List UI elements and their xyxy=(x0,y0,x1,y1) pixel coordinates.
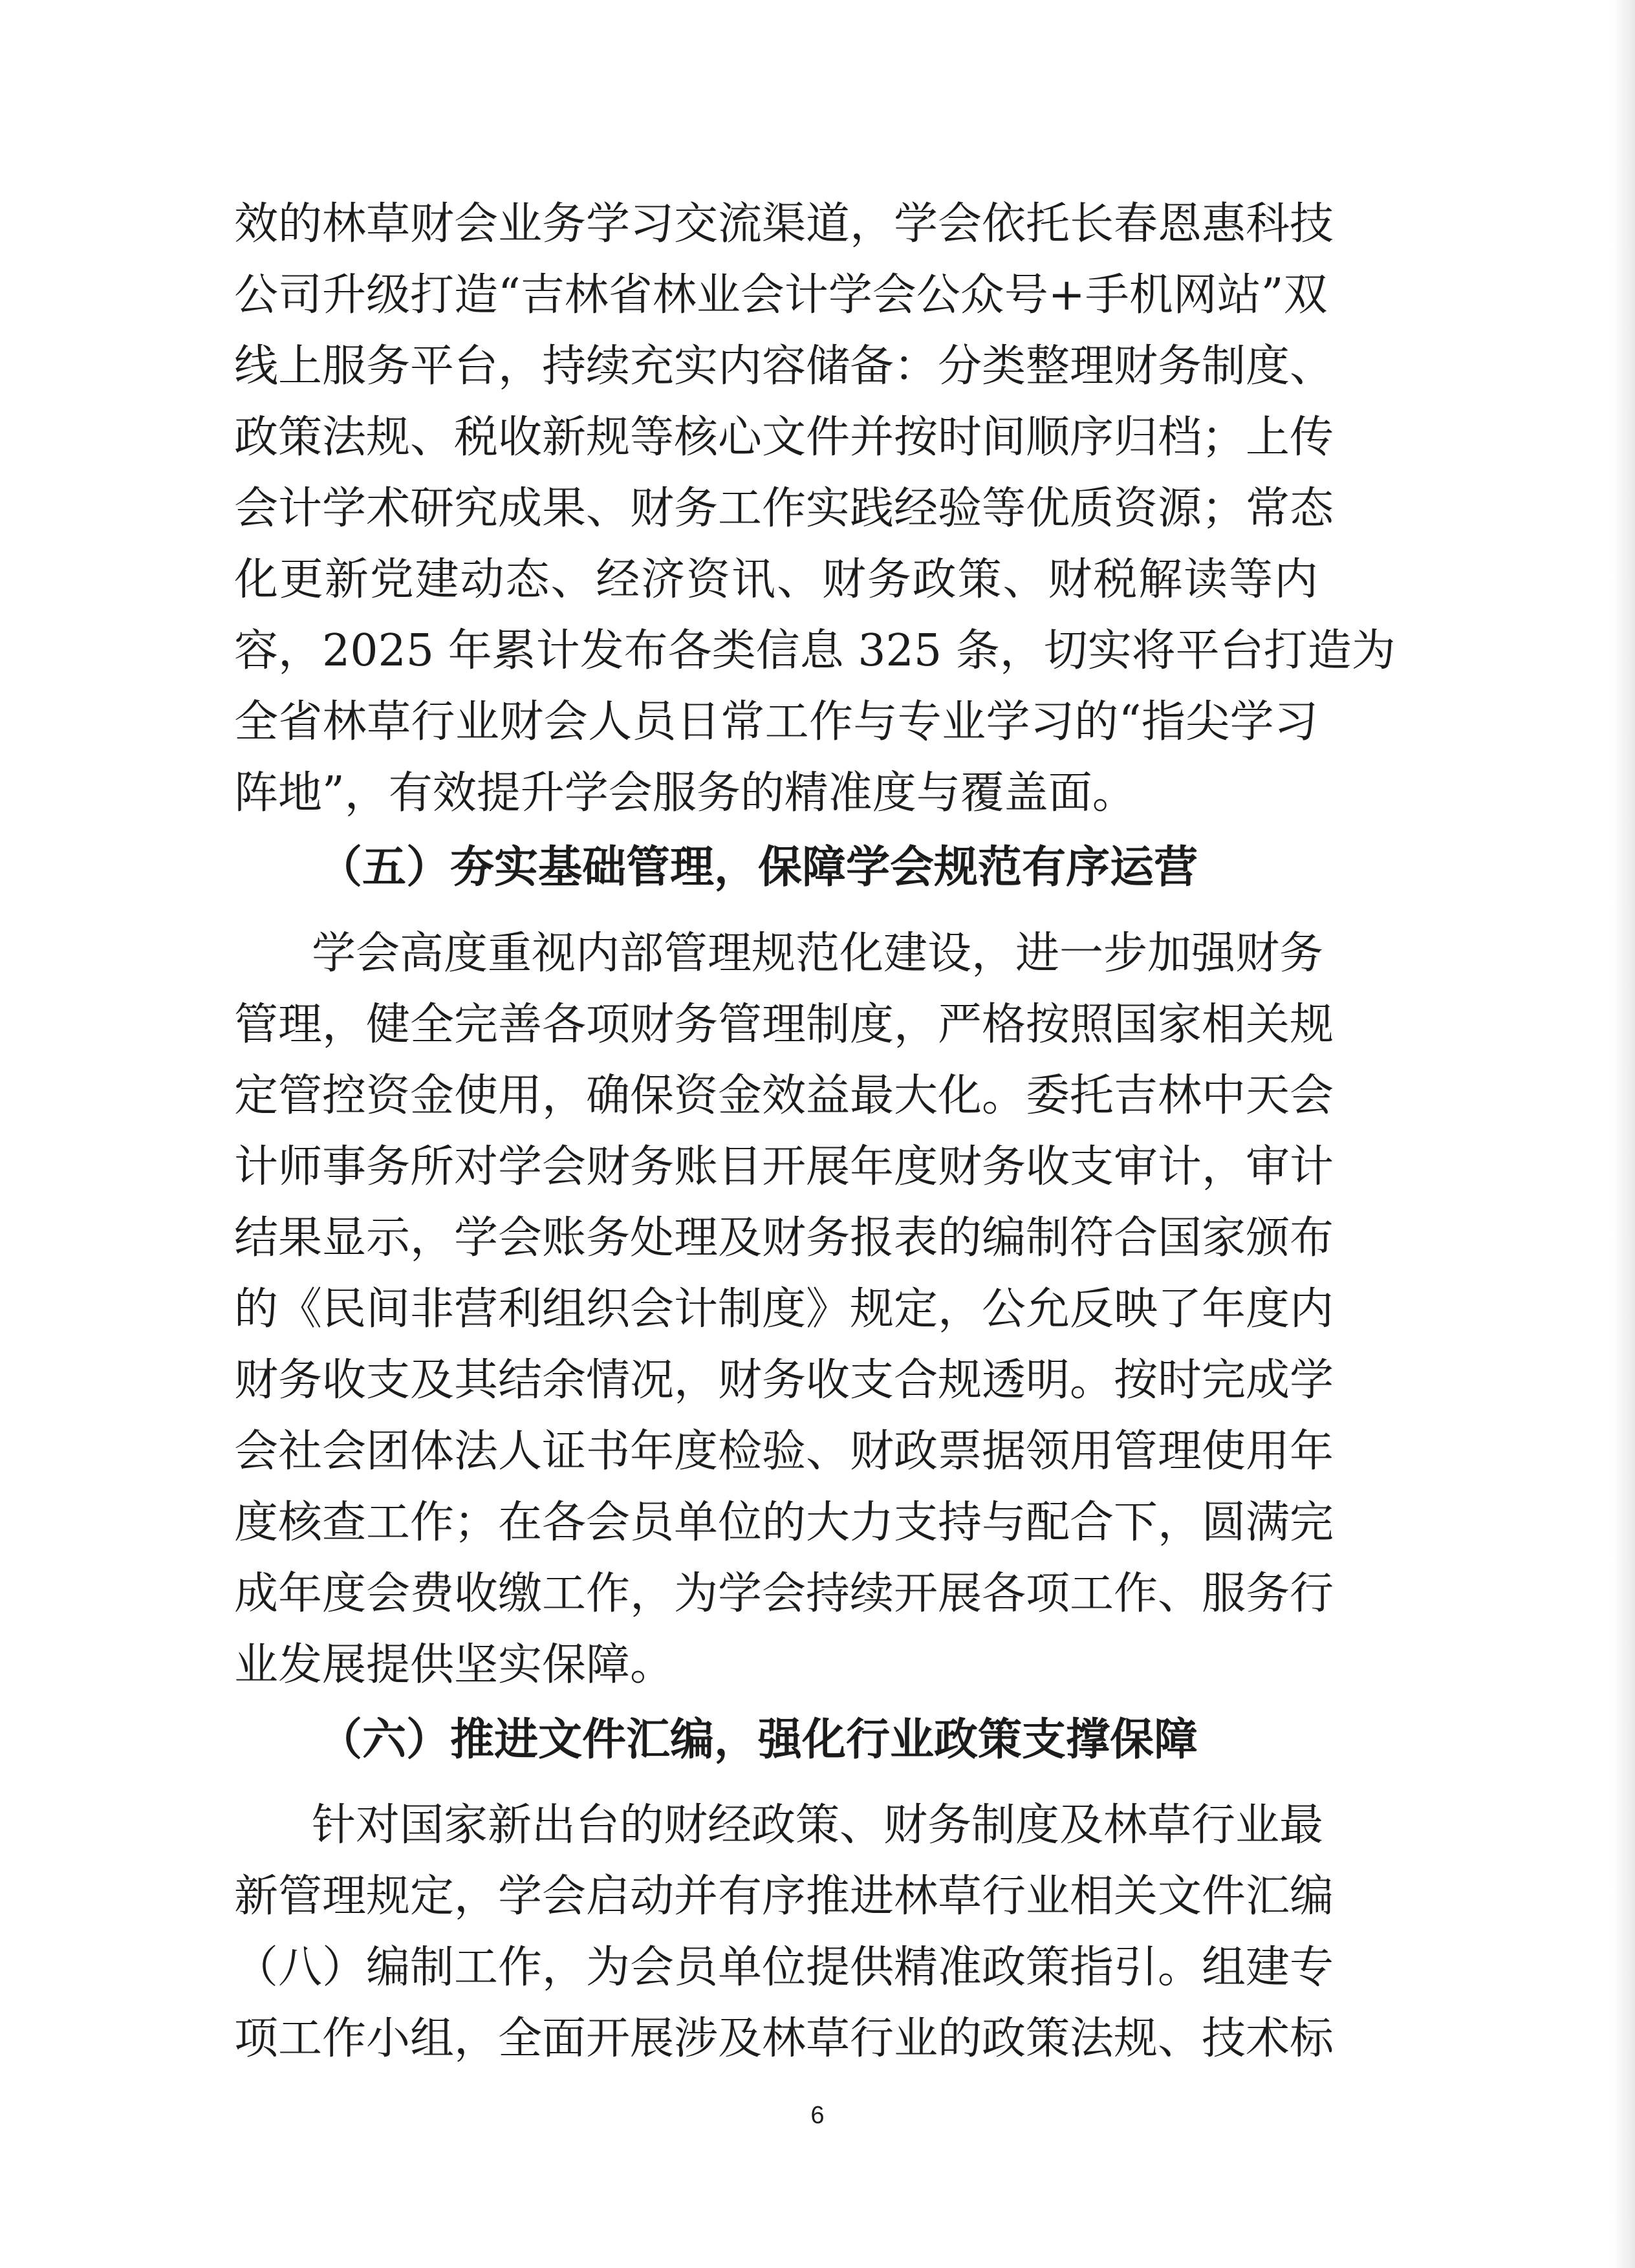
paragraph-3-line-2: 新管理规定，学会启动并有序推进林草行业相关文件汇编 xyxy=(234,1871,1334,1922)
paragraph-1-line-5: 会计学术研究成果、财务工作实践经验等优质资源；常态 xyxy=(234,483,1334,534)
paragraph-2-line-8: 会社会团体法人证书年度检验、财政票据领用管理使用年 xyxy=(234,1426,1334,1477)
paragraph-1-line-7: 容，2025 年累计发布各类信息 325 条，切实将平台打造为 xyxy=(234,625,1396,676)
page-number: 6 xyxy=(810,2102,825,2129)
paragraph-2-line-2: 管理，健全完善各项财务管理制度，严格按照国家相关规 xyxy=(234,999,1334,1050)
section-heading-6: （六）推进文件汇编，强化行业政策支撑保障 xyxy=(318,1714,1198,1766)
paragraph-2-line-4: 计师事务所对学会财务账目开展年度财务收支审计，审计 xyxy=(234,1141,1334,1193)
paragraph-3-line-1: 针对国家新出台的财经政策、财务制度及林草行业最 xyxy=(312,1800,1324,1851)
paragraph-2-line-3: 定管控资金使用，确保资金效益最大化。委托吉林中天会 xyxy=(234,1070,1334,1121)
paragraph-2-line-9: 度核查工作；在各会员单位的大力支持与配合下，圆满完 xyxy=(234,1497,1334,1548)
paragraph-1-line-4: 政策法规、税收新规等核心文件并按时间顺序归档；上传 xyxy=(234,412,1334,463)
section-heading-5: （五）夯实基础管理，保障学会规范有序运营 xyxy=(318,842,1198,893)
paragraph-2-line-6: 的《民间非营利组织会计制度》规定，公允反映了年度内 xyxy=(234,1284,1334,1335)
paragraph-1-line-3: 线上服务平台，持续充实内容储备：分类整理财务制度、 xyxy=(234,341,1334,392)
paragraph-1-line-6: 化更新党建动态、经济资讯、财务政策、财税解读等内 xyxy=(234,554,1318,605)
paragraph-2-line-10: 成年度会费收缴工作，为学会持续开展各项工作、服务行 xyxy=(234,1568,1334,1619)
paragraph-2-line-5: 结果显示，学会账务处理及财务报表的编制符合国家颁布 xyxy=(234,1213,1334,1264)
paragraph-1-line-2: 公司升级打造“吉林省林业会计学会公众号+手机网站”双 xyxy=(234,270,1328,321)
paragraph-2-line-1: 学会高度重视内部管理规范化建设，进一步加强财务 xyxy=(312,928,1324,979)
paragraph-2-line-7: 财务收支及其结余情况，财务收支合规透明。按时完成学 xyxy=(234,1355,1334,1406)
paragraph-3-line-4: 项工作小组，全面开展涉及林草行业的政策法规、技术标 xyxy=(234,2013,1334,2064)
paragraph-1-line-1: 效的林草财会业务学习交流渠道，学会依托长春恩惠科技 xyxy=(234,199,1334,250)
paragraph-3-line-3: （八）编制工作，为会员单位提供精准政策指引。组建专 xyxy=(234,1942,1334,1993)
scan-edge-shadow xyxy=(1613,0,1635,2268)
paragraph-1-line-8: 全省林草行业财会人员日常工作与专业学习的“指尖学习 xyxy=(234,697,1318,748)
paragraph-1-line-9: 阵地”，有效提升学会服务的精准度与覆盖面。 xyxy=(234,768,1136,819)
paragraph-2-line-11: 业发展提供坚实保障。 xyxy=(234,1639,675,1690)
